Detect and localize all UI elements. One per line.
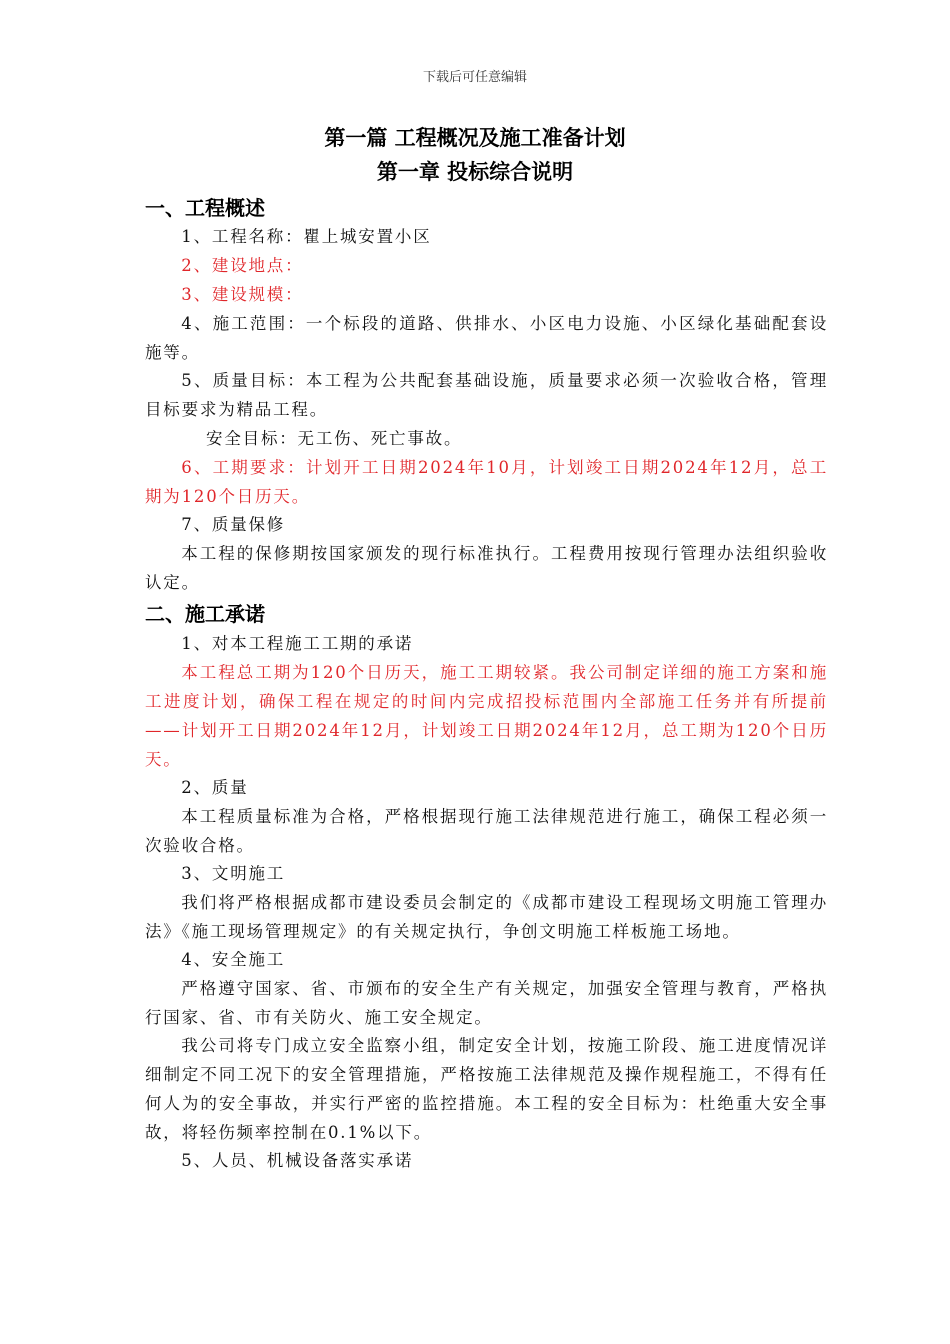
paragraph-warranty: 本工程的保修期按国家颁发的现行标准执行。工程费用按现行管理办法组织验收认定。 — [145, 544, 828, 592]
chapter-title: 第一章 投标综合说明 — [376, 160, 574, 184]
paragraph-scale: 3、建设规模： — [181, 285, 304, 304]
section-heading-commitment: 二、施工承诺 — [145, 602, 265, 626]
paragraph-personnel-heading: 5、人员、机械设备落实承诺 — [181, 1151, 414, 1170]
paragraph-quality: 本工程质量标准为合格，严格根据现行施工法律规范进行施工，确保工程必须一次验收合格。 — [145, 807, 828, 855]
part-title: 第一篇 工程概况及施工准备计划 — [324, 126, 626, 150]
paragraph-scope: 4、施工范围：一个标段的道路、供排水、小区电力设施、小区绿化基础配套设施等。 — [145, 314, 828, 362]
paragraph-schedule-commitment-heading: 1、对本工程施工工期的承诺 — [181, 634, 414, 653]
paragraph-quality-heading: 2、质量 — [181, 778, 249, 797]
paragraph-schedule: 6、工期要求：计划开工日期2024年10月，计划竣工日期2024年12月，总工期为120个日历天。 — [145, 458, 828, 506]
paragraph-civilized: 我们将严格根据成都市建设委员会制定的《成都市建设工程现场文明施工管理办法》《施工现场管理规定》的有关规定执行，争创文明施工样板施工场地。 — [145, 893, 828, 941]
paragraph-safety-team: 我公司将专门成立安全监察小组，制定安全计划，按施工阶段、施工进度情况详细制定不同工况下的安全管理措施，严格按施工法律规范及操作规程施工，不得有任何人为的安全事故，并实行严密的监控措施。本工程的安全目标为：杜绝重大安全事故，将轻伤频率控制在0.1%以下。 — [145, 1036, 828, 1142]
paragraph-project-name: 1、工程名称：瞿上城安置小区 — [181, 227, 432, 246]
paragraph-civilized-heading: 3、文明施工 — [181, 864, 286, 883]
paragraph-safety-heading: 4、安全施工 — [181, 950, 286, 969]
paragraph-location: 2、建设地点： — [181, 256, 304, 275]
paragraph-schedule-commitment: 本工程总工期为120个日历天，施工工期较紧。我公司制定详细的施工方案和施工进度计划，确保工程在规定的时间内完成招投标范围内全部施工任务并有所提前——计划开工日期2024年12月，计划竣工日期2024年12月，总工期为120个日历天。 — [145, 663, 828, 769]
paragraph-warranty-heading: 7、质量保修 — [181, 515, 286, 534]
section-heading-overview: 一、工程概述 — [145, 196, 265, 220]
paragraph-quality-goal: 5、质量目标：本工程为公共配套基础设施，质量要求必须一次验收合格，管理目标要求为精品工程。 — [145, 371, 828, 419]
page-header: 下载后可任意编辑 — [422, 70, 527, 85]
paragraph-safety-goal: 安全目标：无工伤、死亡事故。 — [206, 429, 463, 448]
paragraph-safety-rules: 严格遵守国家、省、市颁布的安全生产有关规定，加强安全管理与教育，严格执行国家、省、市有关防火、施工安全规定。 — [145, 979, 828, 1027]
